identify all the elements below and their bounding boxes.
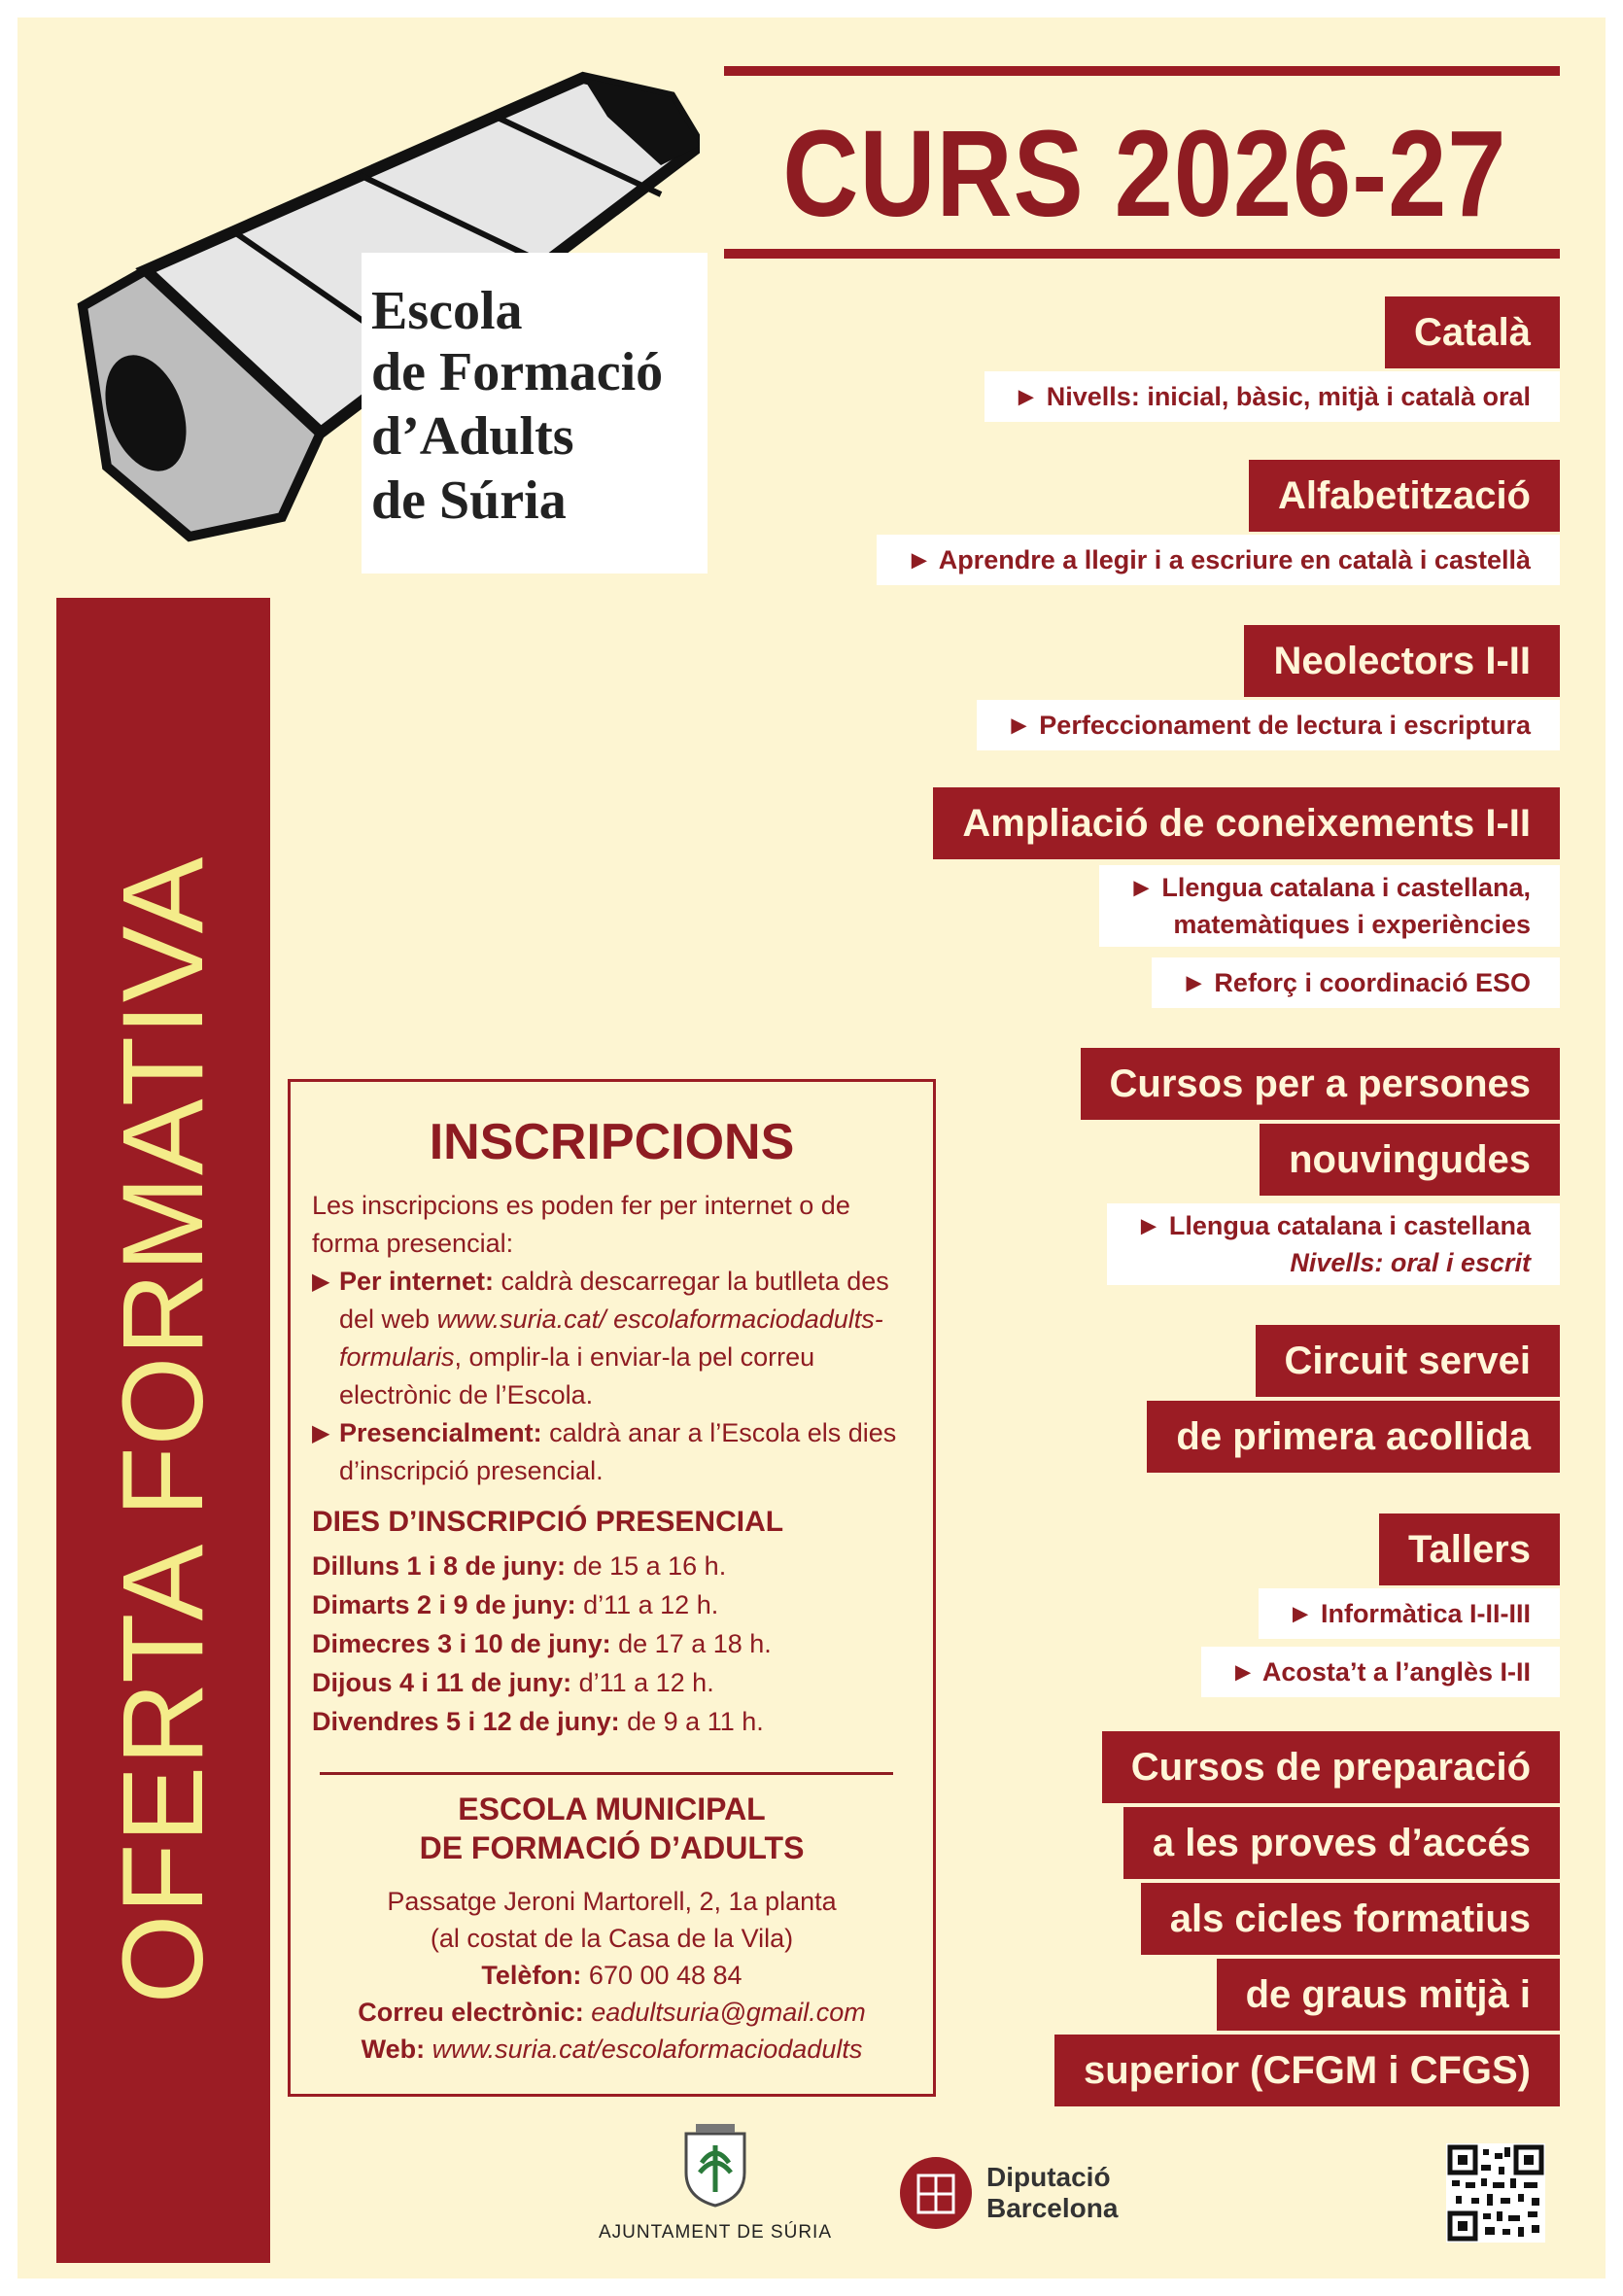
dies-item	[312, 1547, 772, 1585]
inscripcions-text	[312, 1187, 916, 1490]
school-logo-text	[362, 253, 708, 574]
sub-line: Nivells: oral i escrit	[1290, 1248, 1531, 1277]
course-title-nouvingudes-2: nouvingudes	[1260, 1124, 1560, 1196]
dies-day: Divendres 5 i 12 de juny:	[312, 1707, 620, 1736]
email-label: Correu electrònic:	[358, 1998, 584, 2027]
dies-day: Dimecres 3 i 10 de juny:	[312, 1629, 611, 1658]
bullet-presencial	[312, 1414, 916, 1490]
course-title-ampliacio: Ampliació de coneixements I-II	[933, 787, 1560, 859]
course-sub-angles: ► Acosta’t a l’anglès I-II	[1201, 1647, 1560, 1697]
email-link[interactable]: eadultsuria@gmail.com	[583, 1998, 866, 2027]
web-link[interactable]: www.suria.cat/escolaformaciodadults	[425, 2035, 863, 2064]
bullet-internet	[312, 1263, 916, 1414]
logo-line: d’Adults	[371, 406, 574, 467]
dies-day: Dijous 4 i 11 de juny:	[312, 1668, 572, 1697]
qr-code-icon[interactable]	[1446, 2143, 1545, 2243]
address-1: Passatge Jeroni Martorell, 2, 1a planta	[387, 1887, 837, 1916]
course-sub-ampliacio	[1099, 865, 1560, 947]
course-title-preparacio-5: superior (CFGM i CFGS)	[1054, 2035, 1560, 2106]
presencial-label: Presencialment:	[339, 1418, 542, 1447]
dies-day: Dimarts 2 i 9 de juny:	[312, 1590, 576, 1619]
diputacio-label	[986, 2162, 1118, 2224]
logo-line: Escola	[371, 281, 523, 341]
course-title-preparacio-3: als cicles formatius	[1141, 1883, 1560, 1955]
dies-item	[312, 1585, 772, 1624]
course-title-nouvingudes-1: Cursos per a persones	[1081, 1048, 1561, 1120]
dies-title: DIES D’INSCRIPCIÓ PRESENCIAL	[312, 1506, 784, 1538]
diputacio-logo-icon	[899, 2156, 973, 2230]
email	[291, 1994, 933, 2031]
course-title-circuit-1: Circuit servei	[1256, 1325, 1560, 1397]
course-sub-informatica: ► Informàtica I-II-III	[1259, 1588, 1560, 1639]
address-2: (al costat de la Casa de la Vila)	[430, 1924, 794, 1953]
diputacio-line: Barcelona	[986, 2193, 1119, 2223]
course-title-preparacio-2: a les proves d’accés	[1123, 1807, 1560, 1879]
inscripcions-intro: Les inscripcions es poden fer per internet o de forma presencial:	[312, 1191, 850, 1258]
phone-label: Telèfon:	[481, 1961, 582, 1990]
dies-item	[312, 1663, 772, 1702]
course-sub-neolectors: ► Perfeccionament de lectura i escriptura	[977, 700, 1560, 750]
ajuntament-label: AJUNTAMENT DE SÚRIA	[599, 2222, 832, 2243]
internet-url[interactable]: www.suria.cat/ escolaformaciodadults-formularis	[339, 1305, 883, 1372]
dies-list	[312, 1547, 772, 1741]
course-title-preparacio-4: de graus mitjà i	[1217, 1959, 1560, 2031]
inscripcions-box	[288, 1079, 936, 2097]
school-contact	[291, 1790, 933, 2068]
title-rule-bottom	[724, 249, 1560, 259]
dies-day: Dilluns 1 i 8 de juny:	[312, 1551, 567, 1581]
internet-text-2: , omplir-la i enviar-la pel correu electrònic de l’Escola.	[339, 1342, 815, 1409]
school-name-1: ESCOLA MUNICIPAL	[458, 1792, 766, 1826]
course-title-tallers: Tallers	[1379, 1513, 1560, 1585]
course-title-catala: Català	[1385, 296, 1560, 368]
course-sub-alfabetitzacio: ► Aprendre a llegir i a escriure en català i castellà	[877, 535, 1560, 585]
page-title: CURS 2026-27	[782, 105, 1507, 242]
title-rule-top	[724, 66, 1560, 76]
dies-item	[312, 1702, 772, 1741]
sub-line: matemàtiques i experiències	[1173, 910, 1531, 939]
phone	[291, 1957, 933, 1994]
ajuntament-shield-icon	[682, 2124, 748, 2208]
dies-time: de 17 a 18 h.	[610, 1629, 772, 1658]
presencial-text: caldrà anar a l’Escola els dies d’inscripció presencial.	[339, 1418, 897, 1485]
sub-line: ► Llengua catalana i castellana,	[1128, 873, 1531, 902]
diputacio-line: Diputació	[986, 2162, 1111, 2192]
inscripcions-divider	[320, 1772, 893, 1775]
web-label: Web:	[361, 2035, 426, 2064]
dies-time: d’11 a 12 h.	[575, 1590, 719, 1619]
school-name-2: DE FORMACIÓ D’ADULTS	[419, 1830, 805, 1865]
logo-line: de Formació	[371, 342, 664, 402]
course-sub-nouvingudes	[1107, 1203, 1560, 1285]
sub-line: ► Llengua catalana i castellana	[1135, 1211, 1531, 1240]
phone-value[interactable]: 670 00 48 84	[581, 1961, 742, 1990]
dies-item	[312, 1624, 772, 1663]
course-title-alfabetitzacio: Alfabetització	[1249, 460, 1560, 532]
web	[291, 2031, 933, 2068]
course-sub-reforc: ► Reforç i coordinació ESO	[1152, 957, 1560, 1008]
internet-text: caldrà descarregar la butlleta des del web	[339, 1267, 889, 1334]
course-title-preparacio-1: Cursos de preparació	[1102, 1731, 1560, 1803]
course-sub-catala: ► Nivells: inicial, bàsic, mitjà i català oral	[984, 371, 1560, 422]
triangle-right-icon: ▶	[312, 1269, 330, 1295]
course-title-neolectors: Neolectors I-II	[1244, 625, 1560, 697]
triangle-right-icon: ▶	[312, 1420, 330, 1446]
course-title-circuit-2: de primera acollida	[1147, 1401, 1560, 1473]
inscripcions-title: INSCRIPCIONS	[429, 1114, 795, 1170]
dies-time: d’11 a 12 h.	[571, 1668, 714, 1697]
dies-time: de 15 a 16 h.	[566, 1551, 727, 1581]
vertical-title: OFERTA FORMATIVA	[99, 855, 227, 2004]
logo-line: de Súria	[371, 470, 567, 531]
internet-label: Per internet:	[339, 1267, 495, 1296]
dies-time: de 9 a 11 h.	[619, 1707, 764, 1736]
